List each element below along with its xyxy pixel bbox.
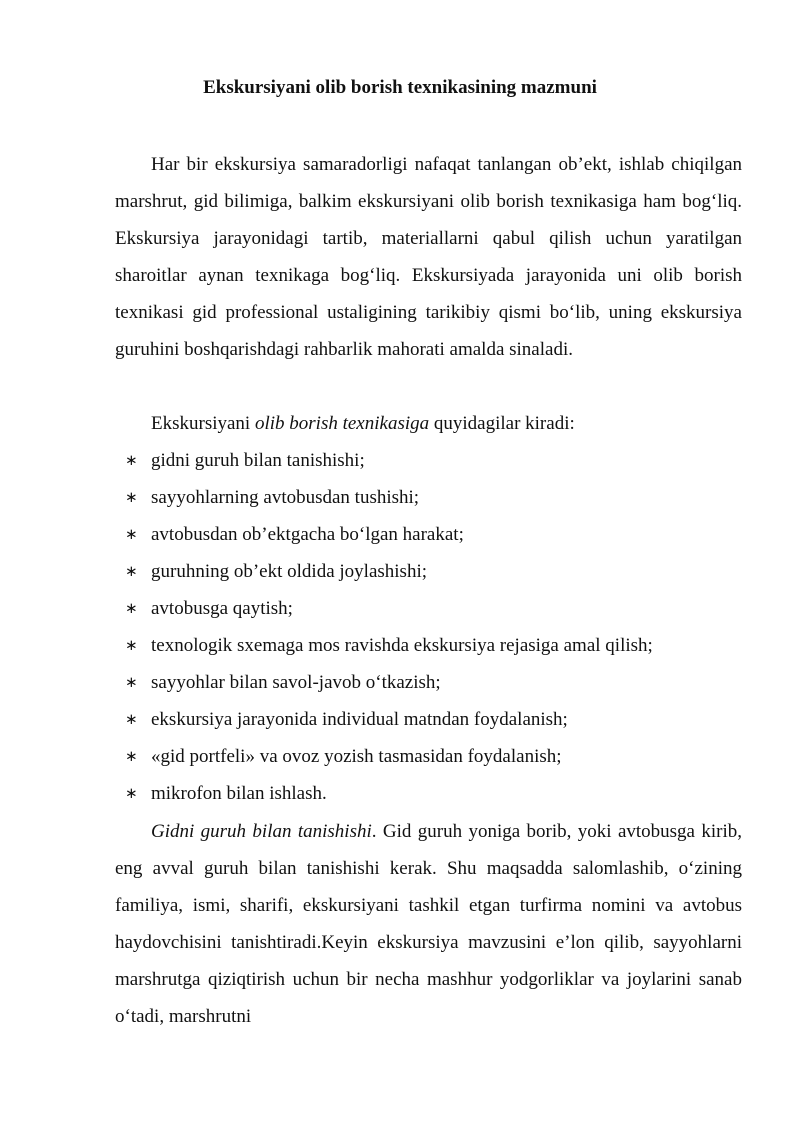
bullet-icon: ∗ [125, 525, 138, 543]
list-item-text: mikrofon bilan ishlash. [151, 783, 327, 804]
list-item [115, 442, 742, 479]
list-item-text: texnologik sxemaga mos ravishda ekskursiya rejasiga amal qilish; [151, 635, 653, 656]
list-item-text: gidni guruh bilan tanishishi; [151, 450, 365, 471]
bullet-icon: ∗ [125, 710, 138, 728]
paragraph-guide-introduction [115, 813, 742, 1035]
list-item-text: avtobusga qaytish; [151, 598, 293, 619]
bullet-list [115, 442, 742, 812]
list-item-text: guruhning ob’ekt oldida joylashishi; [151, 561, 428, 582]
list-item [115, 738, 742, 775]
list-lead-text: Ekskursiyani [151, 413, 255, 434]
list-item-text: ekskursiya jarayonida individual matndan foydalanish; [151, 709, 568, 730]
bullet-icon: ∗ [125, 599, 138, 617]
list-item-text: sayyohlarning avtobusdan tushishi; [151, 487, 420, 508]
paragraph-heading-italic: Gidni guruh bilan tanishishi [151, 821, 372, 842]
bullet-icon: ∗ [125, 784, 138, 802]
bullet-icon: ∗ [125, 673, 138, 691]
list-item-text: sayyohlar bilan savol-javob o‘tkazish; [151, 672, 441, 693]
paragraph-intro: Har bir ekskursiya samaradorligi nafaqat tanlangan ob’ekt, ishlab chiqilgan marshrut, gid bilimiga, balkim ekskursiyani olib borish texnikasiga ham bog‘liq. Ekskursiya jarayonidagi tartib, materiallarni qabul qilish uchun yaratilgan sharoitlar aynan texnikaga bog‘liq. Ekskursiyada jarayonida uni olib borish texnikasi gid professional ustaligining tarikibiy qismi bo‘lib, uning ekskursiya guruhini boshqarishdagi rahbarlik mahorati amalda sinaladi. [115, 154, 742, 360]
list-item [115, 479, 742, 516]
bullet-icon: ∗ [125, 451, 138, 469]
list-item-text: «gid portfeli» va ovoz yozish tasmasidan foydalanish; [151, 746, 562, 767]
bullet-icon: ∗ [125, 488, 138, 506]
document-title: Ekskursiyani olib borish texnikasining mazmuni [203, 77, 597, 98]
paragraph-list-lead [115, 405, 742, 442]
list-lead-tail: quyidagilar kiradi: [429, 413, 575, 434]
list-lead-italic: olib borish texnikasiga [254, 413, 430, 434]
list-item [115, 701, 742, 738]
list-item [115, 516, 742, 553]
list-item [115, 553, 742, 590]
paragraph-body: . Gid guruh yoniga borib, yoki avtobusga kirib, eng avval guruh bilan tanishishi kerak. Shu maqsadda salomlashib, o‘zining familiya, ismi, sharifi, ekskursiyani tashkil etgan turfirma nomini va avtobus haydovchisini tanishtiradi.Keyin ekskursiya mavzusini e’lon qilib, sayyohlarni marshrutga qiziqtirish uchun bir necha mashhur yodgorliklar va joylarini sanab o‘tadi, marshrutni [115, 821, 742, 1027]
bullet-icon: ∗ [125, 562, 138, 580]
list-item [115, 590, 742, 627]
bullet-icon: ∗ [125, 636, 138, 654]
list-item-text: avtobusdan ob’ektgacha bo‘lgan harakat; [151, 524, 464, 545]
list-item [115, 775, 742, 812]
bullet-icon: ∗ [125, 747, 138, 765]
list-item [115, 627, 742, 664]
list-item [115, 664, 742, 701]
